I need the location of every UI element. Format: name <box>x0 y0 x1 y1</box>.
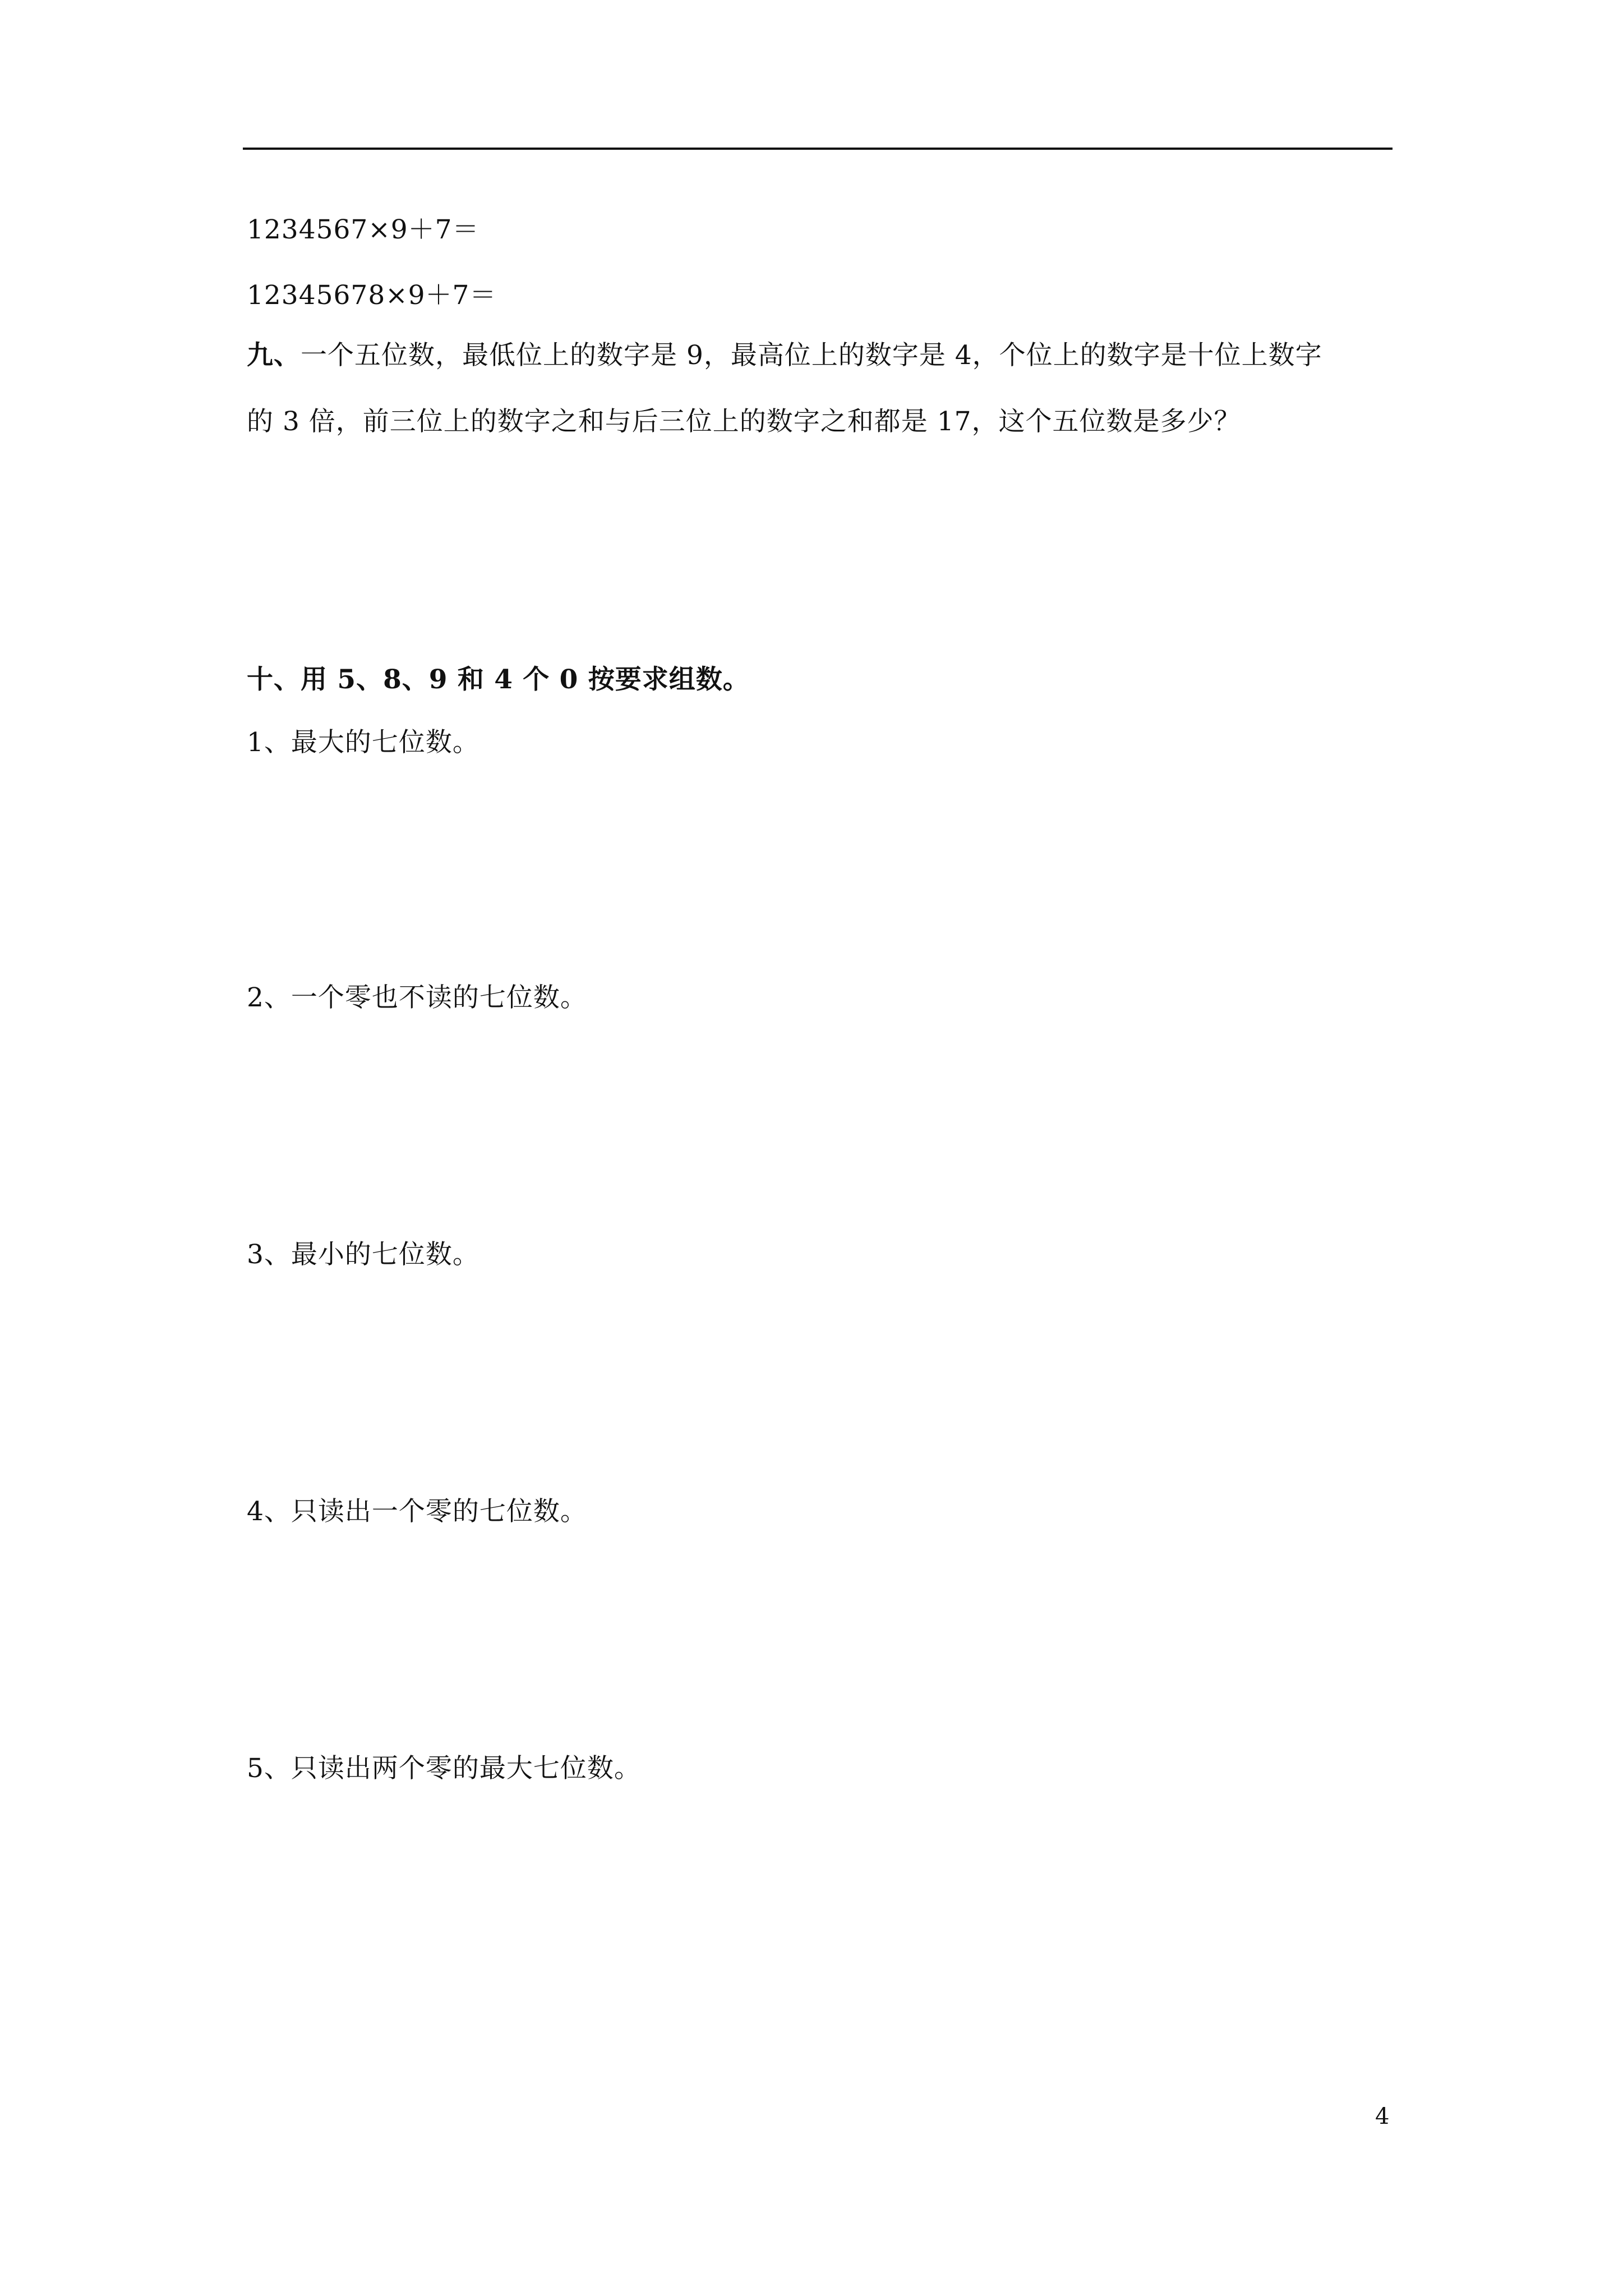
equation-1: 1234567×9＋7＝ <box>247 214 479 245</box>
question-9-text-1: 一个五位数，最低位上的数字是 9，最高位上的数字是 4，个位上的数字是十位上数字 <box>301 340 1322 371</box>
question-10-item-1: 1、最大的七位数。 <box>247 727 479 758</box>
question-9-line-2: 的 3 倍，前三位上的数字之和与后三位上的数字之和都是 17，这个五位数是多少？ <box>247 406 1241 437</box>
equation-2: 12345678×9＋7＝ <box>247 280 497 311</box>
question-10-item-2: 2、一个零也不读的七位数。 <box>247 982 587 1013</box>
question-10-item-4: 4、只读出一个零的七位数。 <box>247 1496 587 1527</box>
header-rule <box>243 148 1393 150</box>
question-10-item-5: 5、只读出两个零的最大七位数。 <box>247 1753 641 1784</box>
page-number: 4 <box>1375 2104 1390 2129</box>
question-9-line-1 <box>247 339 1322 372</box>
question-10-heading: 十、用 5、8、9 和 4 个 0 按要求组数。 <box>247 664 750 695</box>
question-10-item-3: 3、最小的七位数。 <box>247 1239 479 1270</box>
question-9-label: 九、 <box>247 340 301 371</box>
